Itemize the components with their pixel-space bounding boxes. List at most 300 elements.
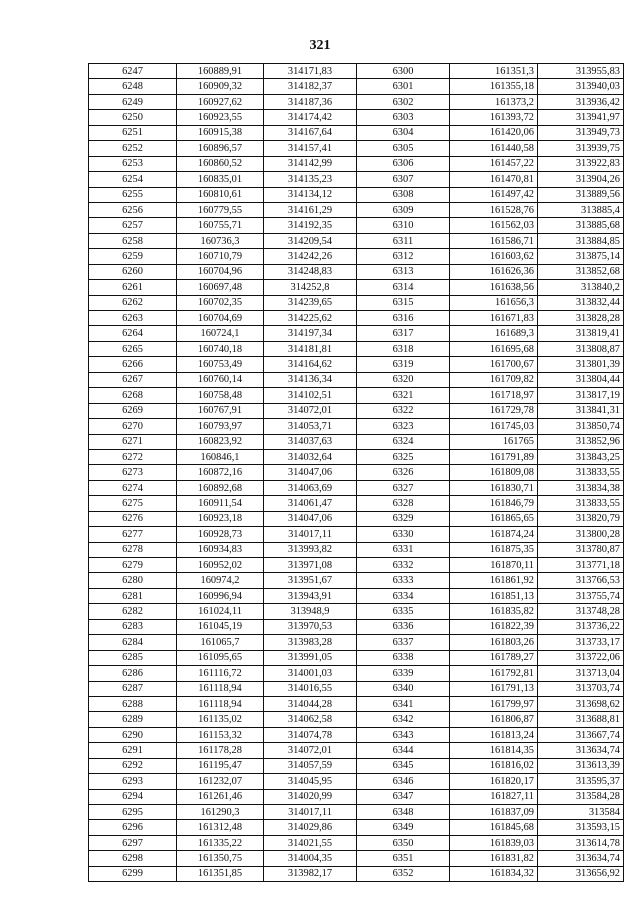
table-cell: 160835,01 — [177, 172, 264, 187]
table-row — [89, 712, 624, 727]
table-cell: 313940,03 — [538, 79, 624, 94]
table-row — [89, 820, 624, 835]
table-cell: 6295 — [89, 805, 177, 820]
table-cell: 313884,85 — [538, 233, 624, 248]
table-row — [89, 249, 624, 264]
table-cell: 314047,06 — [264, 465, 357, 480]
table-cell: 6342 — [357, 712, 450, 727]
table-cell: 6343 — [357, 727, 450, 742]
table-cell: 313713,04 — [538, 666, 624, 681]
coordinates-table-body — [89, 64, 624, 882]
table-cell: 6276 — [89, 511, 177, 526]
table-cell: 161695,68 — [450, 341, 538, 356]
table-cell: 6320 — [357, 372, 450, 387]
table-cell: 161845,68 — [450, 820, 538, 835]
table-cell: 161420,06 — [450, 125, 538, 140]
table-cell: 160755,71 — [177, 218, 264, 233]
table-cell: 313982,17 — [264, 866, 357, 881]
table-cell: 313943,91 — [264, 588, 357, 603]
table-cell: 313843,25 — [538, 449, 624, 464]
table-cell: 6257 — [89, 218, 177, 233]
table-row — [89, 79, 624, 94]
table-cell: 313951,67 — [264, 573, 357, 588]
table-cell: 161789,27 — [450, 650, 538, 665]
table-cell: 160911,54 — [177, 496, 264, 511]
table-row — [89, 604, 624, 619]
table-cell: 6282 — [89, 604, 177, 619]
table-row — [89, 94, 624, 109]
table-cell: 313703,74 — [538, 681, 624, 696]
table-row — [89, 449, 624, 464]
table-row — [89, 341, 624, 356]
table-cell: 161803,26 — [450, 635, 538, 650]
table-cell: 314142,99 — [264, 156, 357, 171]
table-cell: 6339 — [357, 666, 450, 681]
table-cell: 6249 — [89, 94, 177, 109]
table-row — [89, 805, 624, 820]
table-cell: 314047,06 — [264, 511, 357, 526]
table-cell: 314072,01 — [264, 403, 357, 418]
table-row — [89, 774, 624, 789]
table-cell: 6336 — [357, 619, 450, 634]
table-row — [89, 141, 624, 156]
table-row — [89, 372, 624, 387]
table-row — [89, 789, 624, 804]
table-cell: 161603,62 — [450, 249, 538, 264]
table-row — [89, 527, 624, 542]
table-cell: 6294 — [89, 789, 177, 804]
table-cell: 160892,68 — [177, 480, 264, 495]
table-cell: 6340 — [357, 681, 450, 696]
table-row — [89, 388, 624, 403]
table-cell: 161874,24 — [450, 527, 538, 542]
table-cell: 314134,12 — [264, 187, 357, 202]
table-cell: 161312,48 — [177, 820, 264, 835]
table-cell: 6344 — [357, 743, 450, 758]
table-row — [89, 125, 624, 140]
table-cell: 313852,96 — [538, 434, 624, 449]
table-cell: 6335 — [357, 604, 450, 619]
table-row — [89, 558, 624, 573]
table-cell: 313771,18 — [538, 558, 624, 573]
table-cell: 313733,17 — [538, 635, 624, 650]
table-cell: 6290 — [89, 727, 177, 742]
table-cell: 313832,44 — [538, 295, 624, 310]
table-cell: 161351,3 — [450, 64, 538, 79]
table-cell: 313828,28 — [538, 311, 624, 326]
table-row — [89, 64, 624, 79]
table-cell: 313801,39 — [538, 357, 624, 372]
table-cell: 313948,9 — [264, 604, 357, 619]
table-cell: 6286 — [89, 666, 177, 681]
table-cell: 161178,28 — [177, 743, 264, 758]
table-cell: 6346 — [357, 774, 450, 789]
table-cell: 313614,78 — [538, 835, 624, 850]
table-cell: 161335,22 — [177, 835, 264, 850]
table-cell: 6274 — [89, 480, 177, 495]
table-cell: 313949,73 — [538, 125, 624, 140]
table-row — [89, 681, 624, 696]
table-cell: 6350 — [357, 835, 450, 850]
table-cell: 6256 — [89, 202, 177, 217]
table-cell: 6314 — [357, 280, 450, 295]
table-cell: 314004,35 — [264, 851, 357, 866]
table-cell: 161470,81 — [450, 172, 538, 187]
table-row — [89, 573, 624, 588]
table-cell: 160923,18 — [177, 511, 264, 526]
table-cell: 6299 — [89, 866, 177, 881]
table-cell: 161830,71 — [450, 480, 538, 495]
table-cell: 6298 — [89, 851, 177, 866]
table-cell: 6266 — [89, 357, 177, 372]
table-cell: 161118,94 — [177, 681, 264, 696]
table-cell: 161865,65 — [450, 511, 538, 526]
table-cell: 6309 — [357, 202, 450, 217]
table-cell: 6334 — [357, 588, 450, 603]
table-row — [89, 727, 624, 742]
table-cell: 313595,37 — [538, 774, 624, 789]
table-cell: 161457,22 — [450, 156, 538, 171]
table-cell: 6284 — [89, 635, 177, 650]
table-cell: 161261,46 — [177, 789, 264, 804]
table-cell: 160779,55 — [177, 202, 264, 217]
table-cell: 161656,3 — [450, 295, 538, 310]
table-cell: 161861,92 — [450, 573, 538, 588]
table-cell: 6341 — [357, 696, 450, 711]
table-cell: 314044,28 — [264, 696, 357, 711]
table-cell: 6280 — [89, 573, 177, 588]
table-cell: 313983,28 — [264, 635, 357, 650]
table-cell: 314062,58 — [264, 712, 357, 727]
table-cell: 6283 — [89, 619, 177, 634]
table-cell: 6272 — [89, 449, 177, 464]
page-number: 321 — [309, 38, 331, 53]
table-cell: 313817,19 — [538, 388, 624, 403]
table-cell: 6327 — [357, 480, 450, 495]
table-cell: 313584 — [538, 805, 624, 820]
table-cell: 313850,74 — [538, 419, 624, 434]
table-cell: 161638,56 — [450, 280, 538, 295]
table-cell: 160697,48 — [177, 280, 264, 295]
table-cell: 160724,1 — [177, 326, 264, 341]
table-cell: 6325 — [357, 449, 450, 464]
table-cell: 160889,91 — [177, 64, 264, 79]
table-cell: 314102,51 — [264, 388, 357, 403]
table-cell: 160923,55 — [177, 110, 264, 125]
table-cell: 6317 — [357, 326, 450, 341]
table-cell: 160710,79 — [177, 249, 264, 264]
table-row — [89, 110, 624, 125]
table-cell: 313941,97 — [538, 110, 624, 125]
table-cell: 6351 — [357, 851, 450, 866]
table-cell: 314029,86 — [264, 820, 357, 835]
table-cell: 314248,83 — [264, 264, 357, 279]
table-cell: 6261 — [89, 280, 177, 295]
table-cell: 6319 — [357, 357, 450, 372]
table-cell: 161835,82 — [450, 604, 538, 619]
table-row — [89, 233, 624, 248]
table-cell: 6312 — [357, 249, 450, 264]
table-cell: 313584,28 — [538, 789, 624, 804]
table-cell: 6311 — [357, 233, 450, 248]
table-cell: 313885,4 — [538, 202, 624, 217]
table-cell: 313593,15 — [538, 820, 624, 835]
table-cell: 6308 — [357, 187, 450, 202]
table-cell: 314239,65 — [264, 295, 357, 310]
table-cell: 161116,72 — [177, 666, 264, 681]
table-cell: 313800,28 — [538, 527, 624, 542]
table-cell: 160704,69 — [177, 311, 264, 326]
table-cell: 6307 — [357, 172, 450, 187]
table-cell: 6269 — [89, 403, 177, 418]
table-cell: 313834,38 — [538, 480, 624, 495]
table-cell: 161351,85 — [177, 866, 264, 881]
table-cell: 6300 — [357, 64, 450, 79]
table-cell: 6248 — [89, 79, 177, 94]
table-cell: 160753,49 — [177, 357, 264, 372]
table-cell: 6347 — [357, 789, 450, 804]
table-cell: 6278 — [89, 542, 177, 557]
table-row — [89, 619, 624, 634]
table-cell: 160872,16 — [177, 465, 264, 480]
table-row — [89, 496, 624, 511]
table-cell: 313698,62 — [538, 696, 624, 711]
table-row — [89, 696, 624, 711]
table-cell: 6255 — [89, 187, 177, 202]
table-cell: 161729,78 — [450, 403, 538, 418]
table-cell: 6291 — [89, 743, 177, 758]
table-cell: 313991,05 — [264, 650, 357, 665]
table-cell: 314181,81 — [264, 341, 357, 356]
table-cell: 314016,55 — [264, 681, 357, 696]
table-cell: 6322 — [357, 403, 450, 418]
table-row — [89, 264, 624, 279]
table-cell: 313955,83 — [538, 64, 624, 79]
table-cell: 6321 — [357, 388, 450, 403]
table-cell: 6333 — [357, 573, 450, 588]
table-cell: 6279 — [89, 558, 177, 573]
table-cell: 314174,42 — [264, 110, 357, 125]
table-cell: 313780,87 — [538, 542, 624, 557]
table-cell: 161024,11 — [177, 604, 264, 619]
table-cell: 313885,68 — [538, 218, 624, 233]
table-row — [89, 403, 624, 418]
table-cell: 161765 — [450, 434, 538, 449]
table-cell: 6318 — [357, 341, 450, 356]
table-cell: 161350,75 — [177, 851, 264, 866]
table-cell: 6253 — [89, 156, 177, 171]
table-cell: 6289 — [89, 712, 177, 727]
table-cell: 6268 — [89, 388, 177, 403]
table-cell: 160928,73 — [177, 527, 264, 542]
table-cell: 160736,3 — [177, 233, 264, 248]
table-cell: 161045,19 — [177, 619, 264, 634]
table-cell: 313688,81 — [538, 712, 624, 727]
table-cell: 160823,92 — [177, 434, 264, 449]
table-row — [89, 650, 624, 665]
table-row — [89, 434, 624, 449]
coordinates-table — [88, 63, 624, 882]
table-cell: 314197,34 — [264, 326, 357, 341]
table-cell: 6301 — [357, 79, 450, 94]
table-cell: 313613,39 — [538, 758, 624, 773]
table-cell: 313971,08 — [264, 558, 357, 573]
table-cell: 160934,83 — [177, 542, 264, 557]
table-cell: 161792,81 — [450, 666, 538, 681]
table-cell: 314225,62 — [264, 311, 357, 326]
table-cell: 6345 — [357, 758, 450, 773]
table-row — [89, 758, 624, 773]
table-cell: 313875,14 — [538, 249, 624, 264]
table-cell: 313833,55 — [538, 465, 624, 480]
table-cell: 161393,72 — [450, 110, 538, 125]
table-row — [89, 326, 624, 341]
table-cell: 161153,32 — [177, 727, 264, 742]
table-cell: 6313 — [357, 264, 450, 279]
table-row — [89, 835, 624, 850]
table-cell: 314001,03 — [264, 666, 357, 681]
table-cell: 161440,58 — [450, 141, 538, 156]
table-cell: 314037,63 — [264, 434, 357, 449]
table-cell: 6305 — [357, 141, 450, 156]
table-row — [89, 511, 624, 526]
table-cell: 314021,55 — [264, 835, 357, 850]
table-cell: 6310 — [357, 218, 450, 233]
table-cell: 313808,87 — [538, 341, 624, 356]
table-cell: 6270 — [89, 419, 177, 434]
table-cell: 161851,13 — [450, 588, 538, 603]
table-cell: 6326 — [357, 465, 450, 480]
table-cell: 161290,3 — [177, 805, 264, 820]
table-cell: 161232,07 — [177, 774, 264, 789]
table-cell: 314061,47 — [264, 496, 357, 511]
table-cell: 313922,83 — [538, 156, 624, 171]
table-row — [89, 635, 624, 650]
table-cell: 6277 — [89, 527, 177, 542]
table-cell: 161846,79 — [450, 496, 538, 511]
table-cell: 314136,34 — [264, 372, 357, 387]
table-cell: 161813,24 — [450, 727, 538, 742]
table-cell: 313939,75 — [538, 141, 624, 156]
table-cell: 160704,96 — [177, 264, 264, 279]
table-cell: 160702,35 — [177, 295, 264, 310]
table-cell: 6275 — [89, 496, 177, 511]
table-cell: 313634,74 — [538, 743, 624, 758]
table-cell: 161870,11 — [450, 558, 538, 573]
table-cell: 314209,54 — [264, 233, 357, 248]
table-cell: 314053,71 — [264, 419, 357, 434]
table-cell: 161118,94 — [177, 696, 264, 711]
table-cell: 160927,62 — [177, 94, 264, 109]
table-cell: 160810,61 — [177, 187, 264, 202]
table-cell: 313656,92 — [538, 866, 624, 881]
table-cell: 6265 — [89, 341, 177, 356]
table-cell: 161095,65 — [177, 650, 264, 665]
table-cell: 6273 — [89, 465, 177, 480]
table-cell: 314032,64 — [264, 449, 357, 464]
table-cell: 6259 — [89, 249, 177, 264]
table-cell: 161791,13 — [450, 681, 538, 696]
table-cell: 161626,36 — [450, 264, 538, 279]
table-row — [89, 187, 624, 202]
table-cell: 314157,41 — [264, 141, 357, 156]
table-cell: 314063,69 — [264, 480, 357, 495]
table-cell: 6263 — [89, 311, 177, 326]
table-cell: 313904,26 — [538, 172, 624, 187]
table-cell: 161831,82 — [450, 851, 538, 866]
table-cell: 161745,03 — [450, 419, 538, 434]
table-cell: 161839,03 — [450, 835, 538, 850]
table-cell: 160915,38 — [177, 125, 264, 140]
table-row — [89, 311, 624, 326]
table-cell: 313819,41 — [538, 326, 624, 341]
table-cell: 6293 — [89, 774, 177, 789]
table-cell: 160758,48 — [177, 388, 264, 403]
table-cell: 160767,91 — [177, 403, 264, 418]
table-cell: 6323 — [357, 419, 450, 434]
table-cell: 6316 — [357, 311, 450, 326]
table-cell: 6254 — [89, 172, 177, 187]
table-row — [89, 280, 624, 295]
table-cell: 160760,14 — [177, 372, 264, 387]
table-row — [89, 851, 624, 866]
table-cell: 6250 — [89, 110, 177, 125]
table-cell: 314020,99 — [264, 789, 357, 804]
table-cell: 313936,42 — [538, 94, 624, 109]
table-cell: 6267 — [89, 372, 177, 387]
table-cell: 161799,97 — [450, 696, 538, 711]
table-row — [89, 465, 624, 480]
table-row — [89, 666, 624, 681]
table-cell: 161528,76 — [450, 202, 538, 217]
table-cell: 313970,53 — [264, 619, 357, 634]
table-cell: 6328 — [357, 496, 450, 511]
table-cell: 161671,83 — [450, 311, 538, 326]
table-cell: 160909,32 — [177, 79, 264, 94]
table-cell: 161195,47 — [177, 758, 264, 773]
table-row — [89, 419, 624, 434]
table-cell: 313993,82 — [264, 542, 357, 557]
table-cell: 313755,74 — [538, 588, 624, 603]
table-cell: 6331 — [357, 542, 450, 557]
table-cell: 314192,35 — [264, 218, 357, 233]
table-cell: 6281 — [89, 588, 177, 603]
table-cell: 313820,79 — [538, 511, 624, 526]
table-cell: 314171,83 — [264, 64, 357, 79]
table-cell: 6348 — [357, 805, 450, 820]
table-cell: 6264 — [89, 326, 177, 341]
table-cell: 313766,53 — [538, 573, 624, 588]
table-cell: 314045,95 — [264, 774, 357, 789]
table-cell: 314072,01 — [264, 743, 357, 758]
table-cell: 160846,1 — [177, 449, 264, 464]
table-cell: 6271 — [89, 434, 177, 449]
table-cell: 6262 — [89, 295, 177, 310]
table-cell: 314252,8 — [264, 280, 357, 295]
table-row — [89, 866, 624, 881]
table-cell: 314074,78 — [264, 727, 357, 742]
table-cell: 161709,82 — [450, 372, 538, 387]
table-cell: 313736,22 — [538, 619, 624, 634]
table-cell: 161822,39 — [450, 619, 538, 634]
table-cell: 313852,68 — [538, 264, 624, 279]
table-cell: 313841,31 — [538, 403, 624, 418]
table-cell: 313634,74 — [538, 851, 624, 866]
table-cell: 6338 — [357, 650, 450, 665]
table-row — [89, 357, 624, 372]
table-cell: 160793,97 — [177, 419, 264, 434]
table-row — [89, 542, 624, 557]
